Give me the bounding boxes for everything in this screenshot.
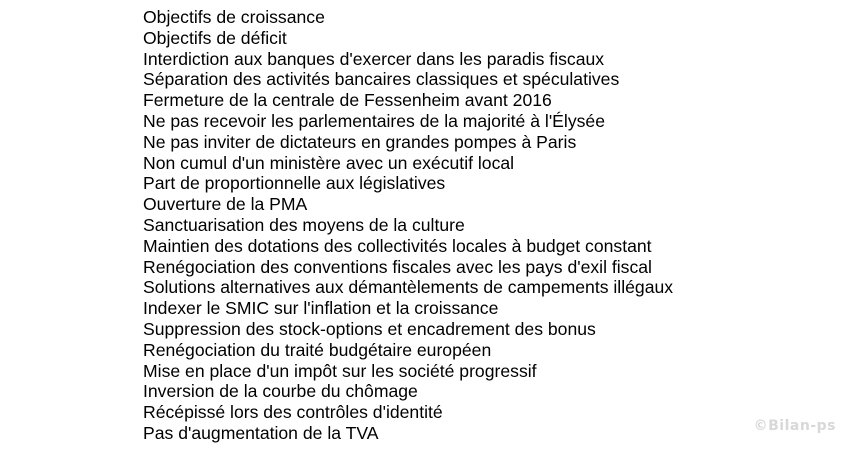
list-item: Objectifs de croissance bbox=[143, 7, 325, 27]
list-item: Indexer le SMIC sur l'inflation et la croissance bbox=[143, 298, 499, 319]
list-item: Renégociation des conventions fiscales avec les pays d'exil fiscal bbox=[143, 256, 652, 277]
list-item: Part de proportionnelle aux législatives bbox=[143, 173, 446, 194]
list-item: Ne pas inviter de dictateurs en grandes pompes à Paris bbox=[143, 131, 577, 152]
watermark: ©Bilan-ps bbox=[753, 418, 836, 434]
list-item: Ouverture de la PMA bbox=[143, 194, 308, 215]
promise-list bbox=[143, 7, 673, 444]
list-item: Non cumul d'un ministère avec un exécutif local bbox=[143, 152, 515, 173]
list-item: Sanctuarisation des moyens de la culture bbox=[143, 214, 465, 235]
list-item: Inversion de la courbe du chômage bbox=[143, 381, 418, 402]
list-item: Interdiction aux banques d'exercer dans les paradis fiscaux bbox=[143, 48, 605, 69]
list-item: Objectifs de déficit bbox=[143, 27, 287, 48]
list-item: Mise en place d'un impôt sur les société progressif bbox=[143, 360, 537, 381]
list-item: Suppression des stock-options et encadrement des bonus bbox=[143, 318, 596, 339]
list-item: Solutions alternatives aux démantèlements de campements illégaux bbox=[143, 277, 674, 298]
list-item: Ne pas recevoir les parlementaires de la majorité à l'Élysée bbox=[143, 110, 605, 131]
list-item: Maintien des dotations des collectivités locales à budget constant bbox=[143, 235, 652, 256]
list-item: Fermeture de la centrale de Fessenheim avant 2016 bbox=[143, 90, 552, 111]
list-item: Pas d'augmentation de la TVA bbox=[143, 422, 379, 443]
list-item: Récépissé lors des contrôles d'identité bbox=[143, 402, 443, 423]
list-item: Séparation des activités bancaires classiques et spéculatives bbox=[143, 69, 620, 90]
list-item: Renégociation du traité budgétaire européen bbox=[143, 339, 492, 360]
